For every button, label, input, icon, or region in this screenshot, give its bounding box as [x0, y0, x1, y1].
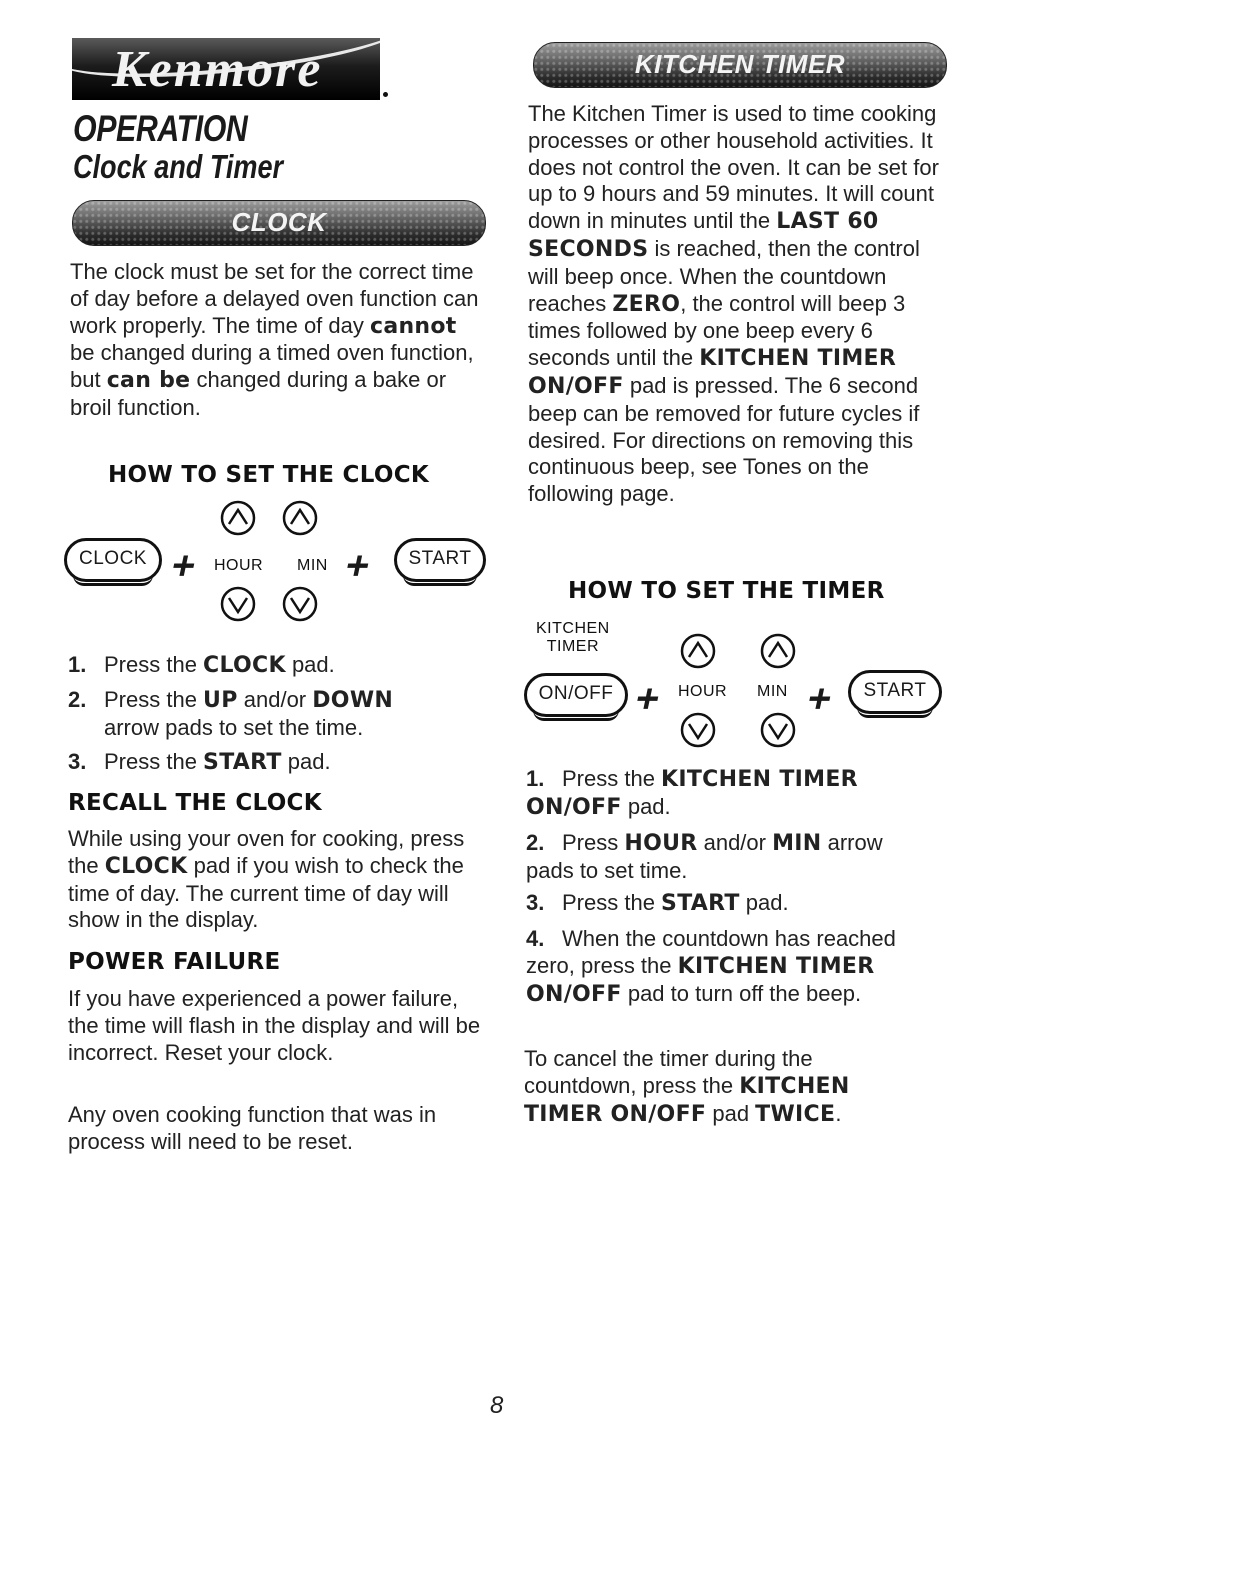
how-to-set-clock-heading: HOW TO SET THE CLOCK — [108, 462, 430, 488]
clock-step-1: 1. Press the CLOCK pad. — [68, 652, 335, 678]
hour-label: HOUR — [214, 557, 264, 574]
timer-intro: The Kitchen Timer is used to time cooking processes or other household activities. It does not control the oven. It can be set for up to 9 hours and 59 minutes. It will count down in minutes until the LAST 60 SECONDS is reached, then the control will beep once. When the countdown reaches ZERO, the control will beep 3 times followed by one beep every 6 seconds until the KITCHEN TIMER ON/OFF pad is pressed. The 6 second beep can be removed for future cycles if desired. For directions on removing this continuous beep, see Tones on the following page. — [528, 101, 939, 507]
plus-sign: + — [341, 544, 375, 588]
timer-min-label: MIN — [757, 683, 788, 700]
hour-down-arrow-icon[interactable] — [220, 586, 256, 622]
logo-registered-dot — [383, 92, 388, 97]
clock-key[interactable]: CLOCK — [64, 538, 162, 582]
timer-step-2: 2. Press HOUR and/or MIN arrow pads to set time. — [526, 830, 883, 883]
clock-intro: The clock must be set for the correct time of day before a delayed oven function can work properly. The time of day cannot be changed during a timed oven function, but can be changed during a bake or broil function. — [70, 259, 479, 420]
timer-min-up-arrow-icon[interactable] — [760, 633, 796, 669]
kenmore-logo — [72, 38, 380, 100]
timer-step-1: 1. Press the KITCHEN TIMER ON/OFF pad. — [526, 766, 858, 820]
clock-banner-label: CLOCK — [231, 207, 327, 237]
timer-hour-down-arrow-icon[interactable] — [680, 712, 716, 748]
min-down-arrow-icon[interactable] — [282, 586, 318, 622]
clock-banner — [72, 200, 486, 246]
hour-up-arrow-icon[interactable] — [220, 500, 256, 536]
kitchen-timer-banner-label: KITCHEN TIMER — [634, 49, 846, 79]
power-failure-text: If you have experienced a power failure, the time will flash in the display and will be incorrect. Reset your clock. — [68, 986, 481, 1065]
power-failure-heading: POWER FAILURE — [68, 949, 281, 975]
timer-hour-label: HOUR — [678, 683, 728, 700]
kitchen-timer-key-label: KITCHEN TIMER — [536, 620, 610, 655]
recall-clock-heading: RECALL THE CLOCK — [68, 790, 322, 816]
recall-clock-text: While using your oven for cooking, press the CLOCK pad if you wish to check the time of day. The current time of day will show in the display. — [68, 826, 465, 933]
power-failure-note: Any oven cooking function that was in process will need to be reset. — [68, 1102, 437, 1154]
page-number: 8 — [490, 1392, 504, 1419]
kitchen-timer-banner — [533, 42, 947, 88]
logo-wordmark: Kenmore — [112, 41, 323, 98]
kitchen-timer-onoff-key[interactable]: ON/OFF — [524, 673, 628, 717]
timer-hour-up-arrow-icon[interactable] — [680, 633, 716, 669]
min-up-arrow-icon[interactable] — [282, 500, 318, 536]
timer-min-down-arrow-icon[interactable] — [760, 712, 796, 748]
plus-sign: + — [631, 677, 665, 721]
clock-step-2: 2. Press the UP and/or DOWN arrow pads to set the time. — [68, 687, 394, 740]
start-key[interactable]: START — [394, 538, 486, 582]
page-title: OPERATION — [73, 108, 248, 149]
plus-sign: + — [167, 544, 201, 588]
min-label: MIN — [297, 557, 328, 574]
how-to-set-timer-heading: HOW TO SET THE TIMER — [568, 578, 885, 604]
cancel-timer-text: To cancel the timer during the countdown, press the KITCHEN TIMER ON/OFF pad TWICE. — [524, 1046, 850, 1127]
timer-step-4: 4. When the countdown has reached zero, press the KITCHEN TIMER ON/OFF pad to turn off the beep. — [526, 926, 896, 1007]
clock-step-3: 3. Press the START pad. — [68, 749, 331, 775]
page-subtitle: Clock and Timer — [73, 148, 284, 185]
timer-step-3: 3. Press the START pad. — [526, 890, 789, 916]
timer-start-key[interactable]: START — [848, 670, 942, 714]
plus-sign: + — [803, 677, 837, 721]
